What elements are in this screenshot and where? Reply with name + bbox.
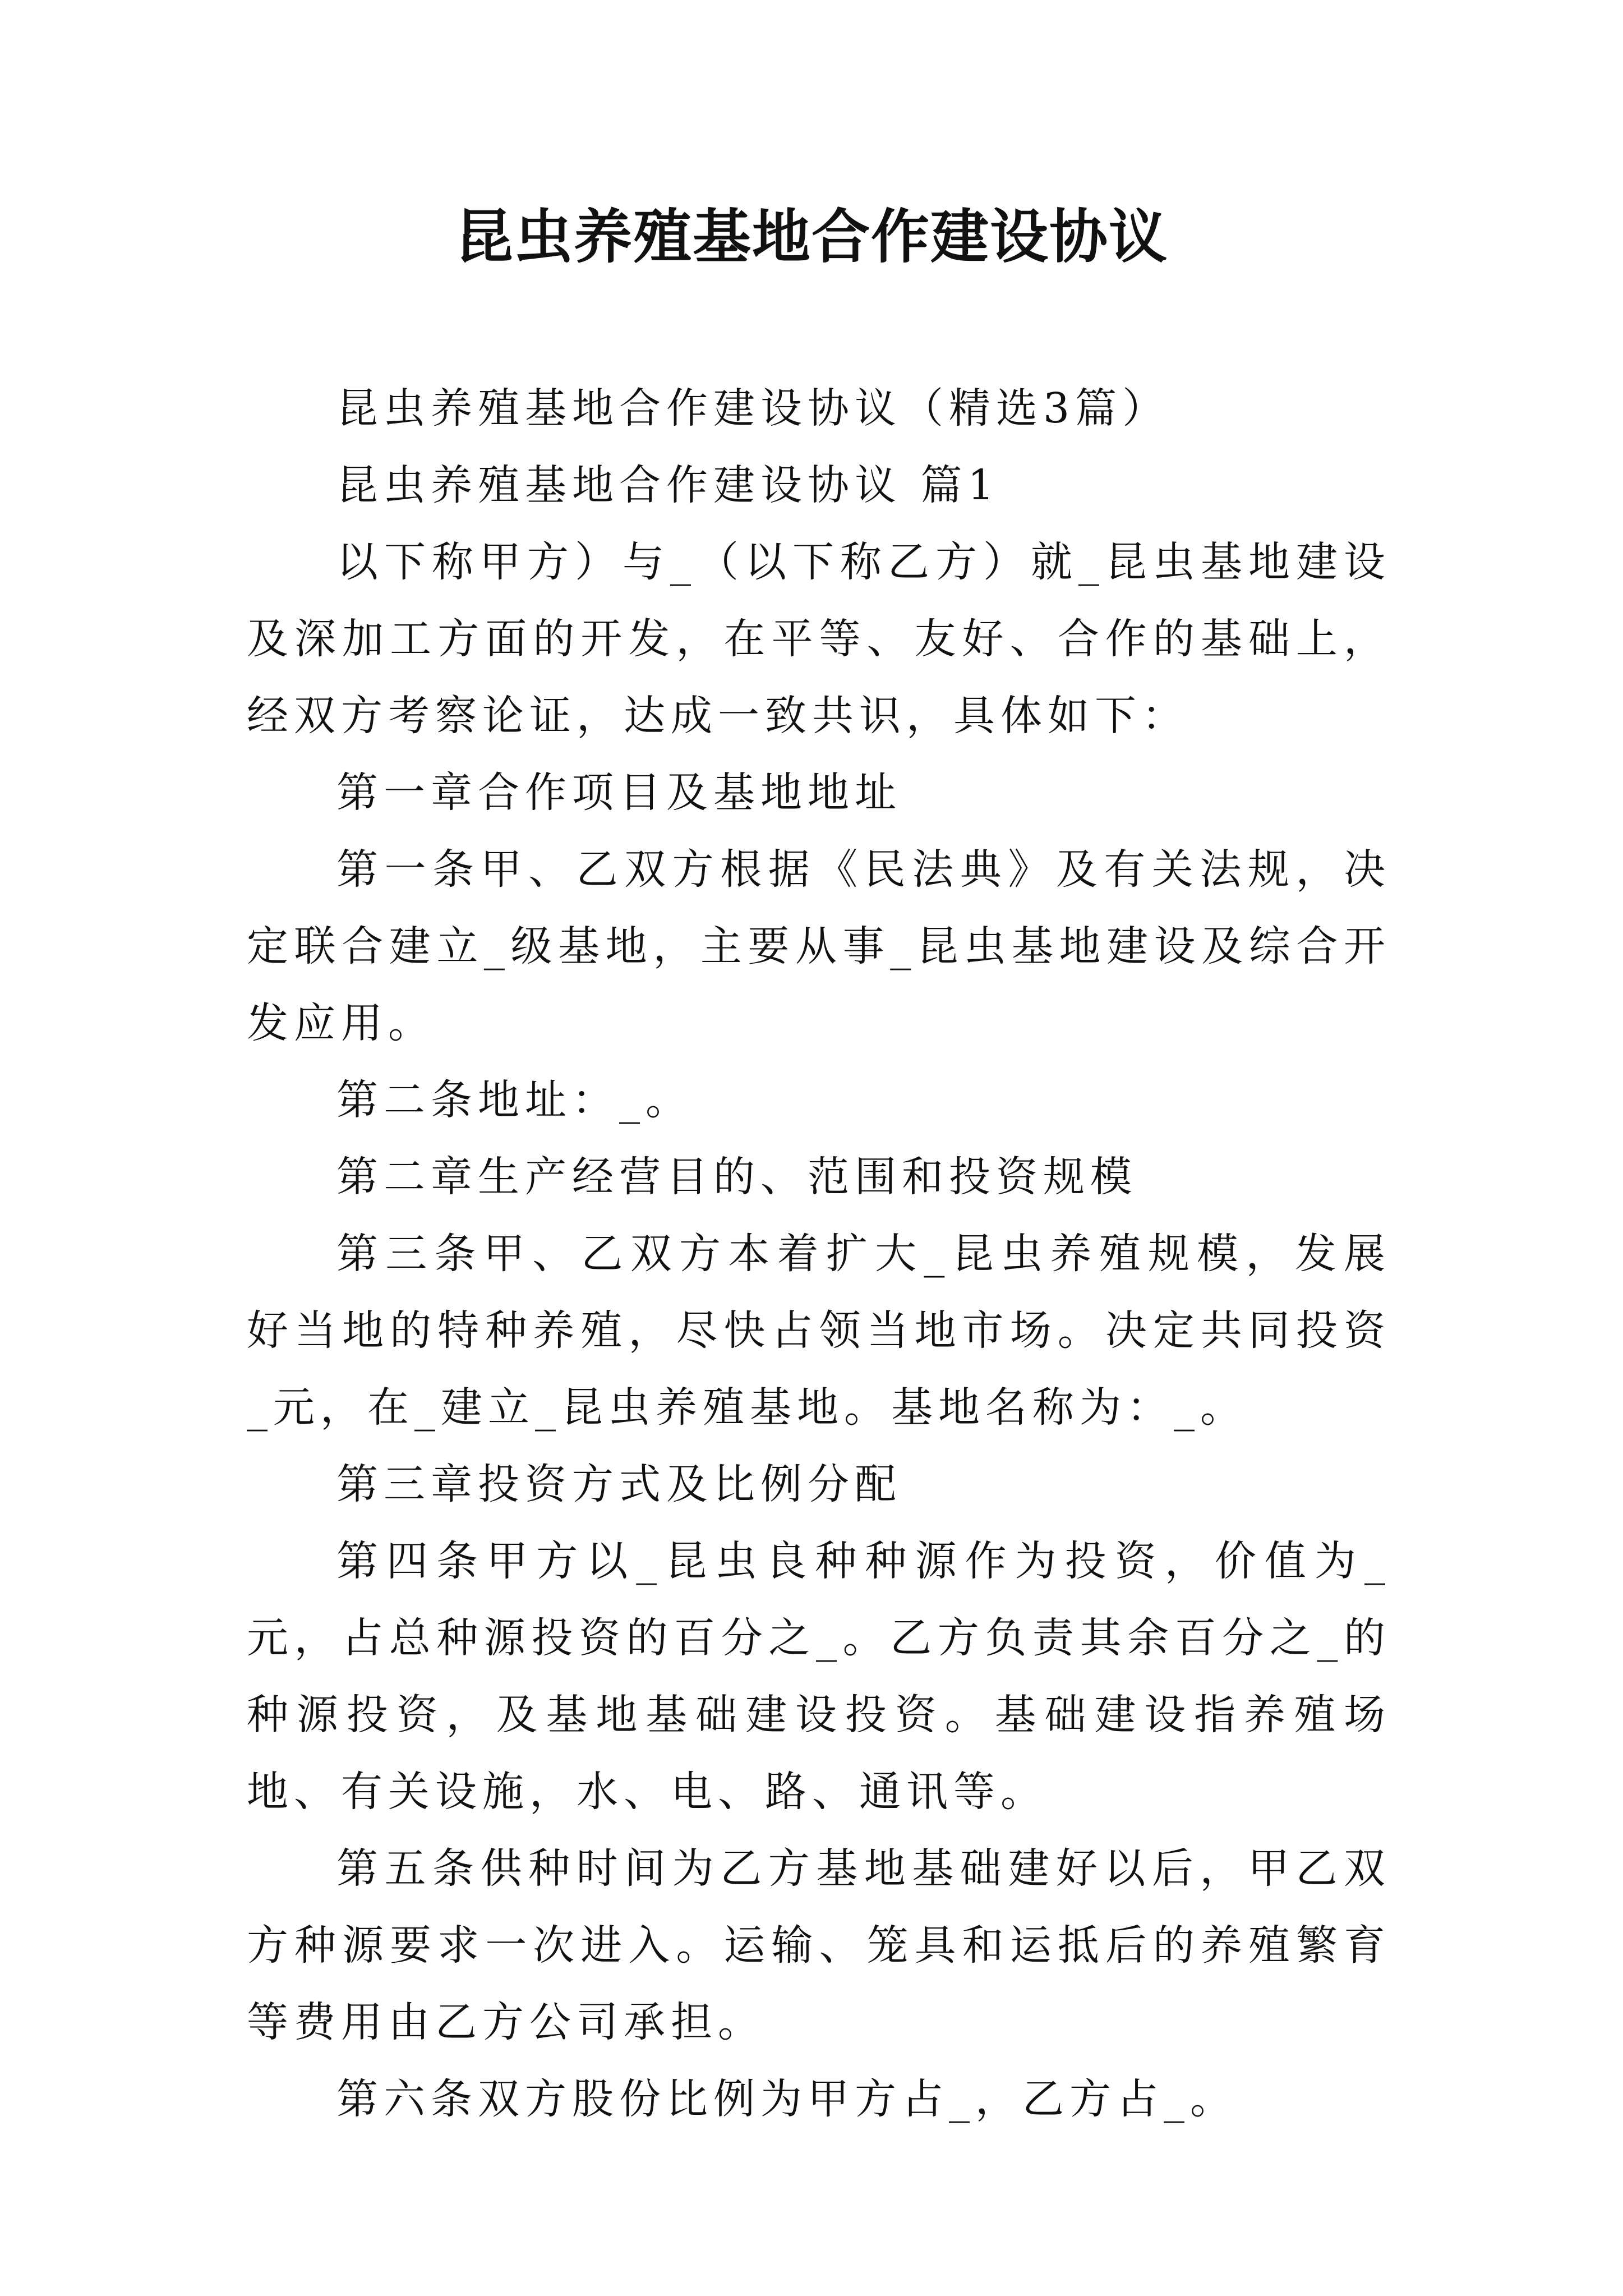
paragraph: 第三条甲、乙双方本着扩大_昆虫养殖规模，发展好当地的特种养殖，尽快占领当地市场。决定共同投资_元，在_建立_昆虫养殖基地。基地名称为：_。 (247, 1230, 1391, 1432)
document-title: 昆虫养殖基地合作建设协议 (454, 203, 1168, 271)
paragraph: 以下称甲方）与_（以下称乙方）就_昆虫基地建设及深加工方面的开发，在平等、友好、合作的基础上，经双方考察论证，达成一致共识，具体如下： (247, 538, 1391, 740)
chapter-heading: 第三章投资方式及比例分配 (336, 1460, 902, 1508)
paragraph: 第二条地址：_。 (336, 1076, 693, 1124)
paragraph: 第四条甲方以_昆虫良种种源作为投资，价值为_元，占总种源投资的百分之_。乙方负责其余百分之_的种源投资，及基地基础建设投资。基础建设指养殖场地、有关设施，水、电、路、通讯等。 (247, 1537, 1391, 1816)
chapter-heading: 第二章生产经营目的、范围和投资规模 (336, 1153, 1137, 1201)
paragraph: 昆虫养殖基地合作建设协议（精选3篇） (336, 384, 1170, 432)
document-body (247, 370, 1391, 2138)
chapter-heading: 第一章合作项目及基地地址 (336, 769, 902, 817)
paragraph: 第一条甲、乙双方根据《民法典》及有关法规，决定联合建立_级基地，主要从事_昆虫基地建设及综合开发应用。 (247, 845, 1391, 1047)
paragraph: 第五条供种时间为乙方基地基础建好以后，甲乙双方种源要求一次进入。运输、笼具和运抵后的养殖繁育等费用由乙方公司承担。 (247, 1844, 1391, 2046)
paragraph: 第六条双方股份比例为甲方占_，乙方占_。 (336, 2075, 1237, 2123)
paragraph: 昆虫养殖基地合作建设协议 篇1 (336, 461, 1000, 509)
